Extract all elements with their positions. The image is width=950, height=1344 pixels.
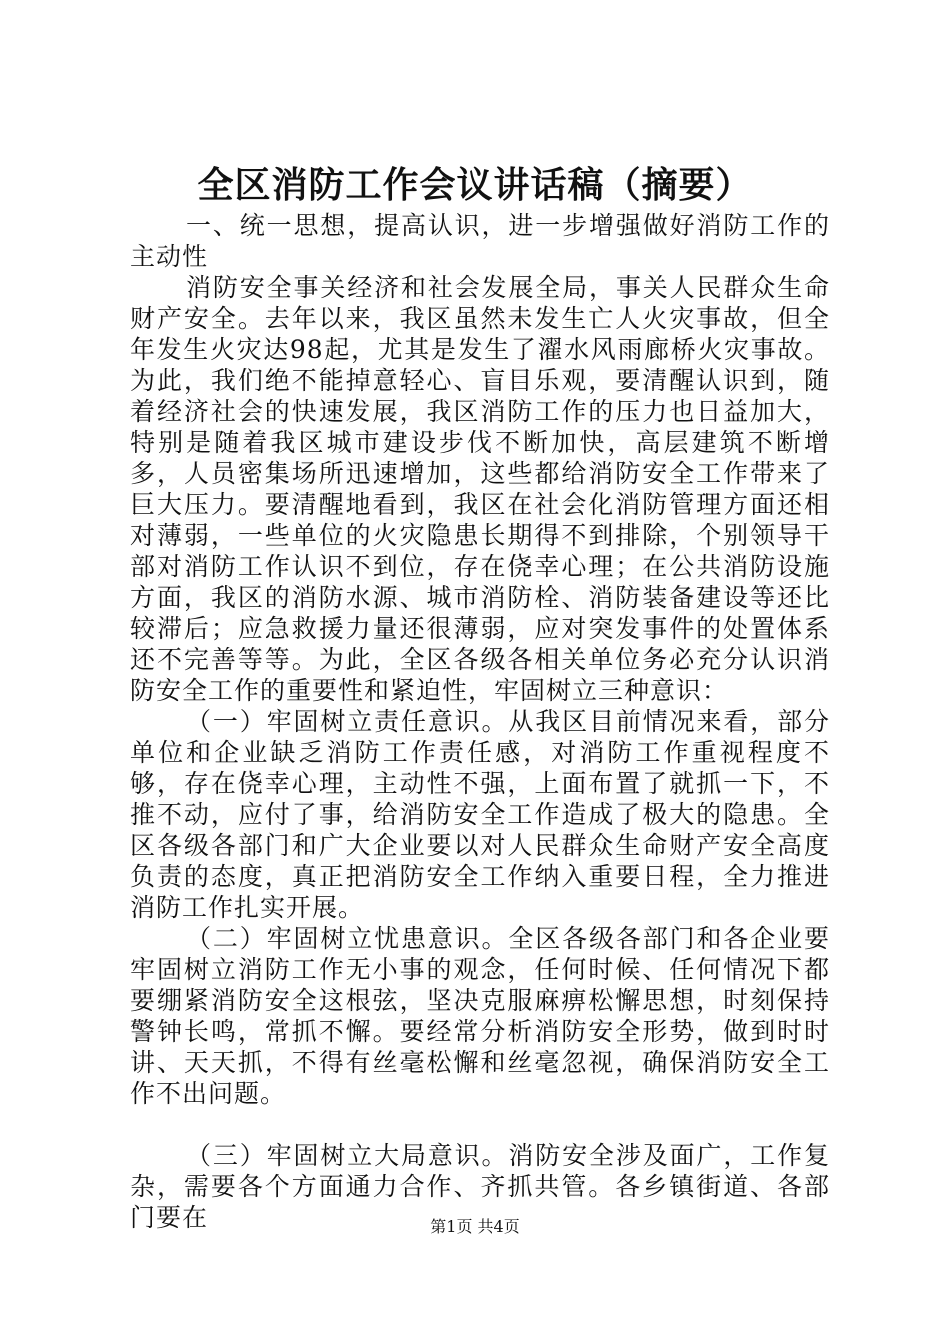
document-body — [130, 210, 830, 1233]
body-paragraph: （一）牢固树立责任意识。从我区目前情况来看，部分单位和企业缺乏消防工作责任感，对消防工作重视程度不够，存在侥幸心理，主动性不强，上面布置了就抓一下，不推不动，应付了事，给消防安全工作造成了极大的隐患。全区各级各部门和广大企业要以对人民群众生命财产安全高度负责的态度，真正把消防安全工作纳入重要日程，全力推进消防工作扎实开展。 — [130, 707, 830, 922]
body-paragraph: （三）牢固树立大局意识。消防安全涉及面广，工作复杂，需要各个方面通力合作、齐抓共管。各乡镇街道、各部门要在 — [130, 1141, 830, 1232]
body-paragraph: （二）牢固树立忧患意识。全区各级各部门和各企业要牢固树立消防工作无小事的观念，任何时候、任何情况下都要绷紧消防安全这根弦，坚决克服麻痹松懈思想，时刻保持警钟长鸣，常抓不懈。要经常分析消防安全形势，做到时时讲、天天抓，不得有丝毫松懈和丝毫忽视，确保消防安全工作不出问题。 — [130, 924, 830, 1108]
section-heading: 一、统一思想，提高认识，进一步增强做好消防工作的主动性 — [130, 211, 830, 271]
page-footer: 第1页 共4页 — [430, 1217, 520, 1236]
body-paragraph: 消防安全事关经济和社会发展全局，事关人民群众生命财产安全。去年以来，我区虽然未发生亡人火灾事故，但全年发生火灾达98起，尤其是发生了濯水风雨廊桥火灾事故。为此，我们绝不能掉意轻心、盲目乐观，要清醒认识到，随着经济社会的快速发展，我区消防工作的压力也日益加大，特别是随着我区城市建设步伐不断加快，高层建筑不断增多，人员密集场所迅速增加，这些都给消防安全工作带来了巨大压力。要清醒地看到，我区在社会化消防管理方面还相对薄弱，一些单位的火灾隐患长期得不到排除，个别领导干部对消防工作认识不到位，存在侥幸心理；在公共消防设施方面，我区的消防水源、城市消防栓、消防装备建设等还比较滞后；应急救援力量还很薄弱，应对突发事件的处置体系还不完善等等。为此，全区各级各相关单位务必充分认识消防安全工作的重要性和紧迫性，牢固树立三种意识： — [130, 273, 830, 705]
document-title: 全区消防工作会议讲话稿（摘要） — [197, 164, 753, 206]
